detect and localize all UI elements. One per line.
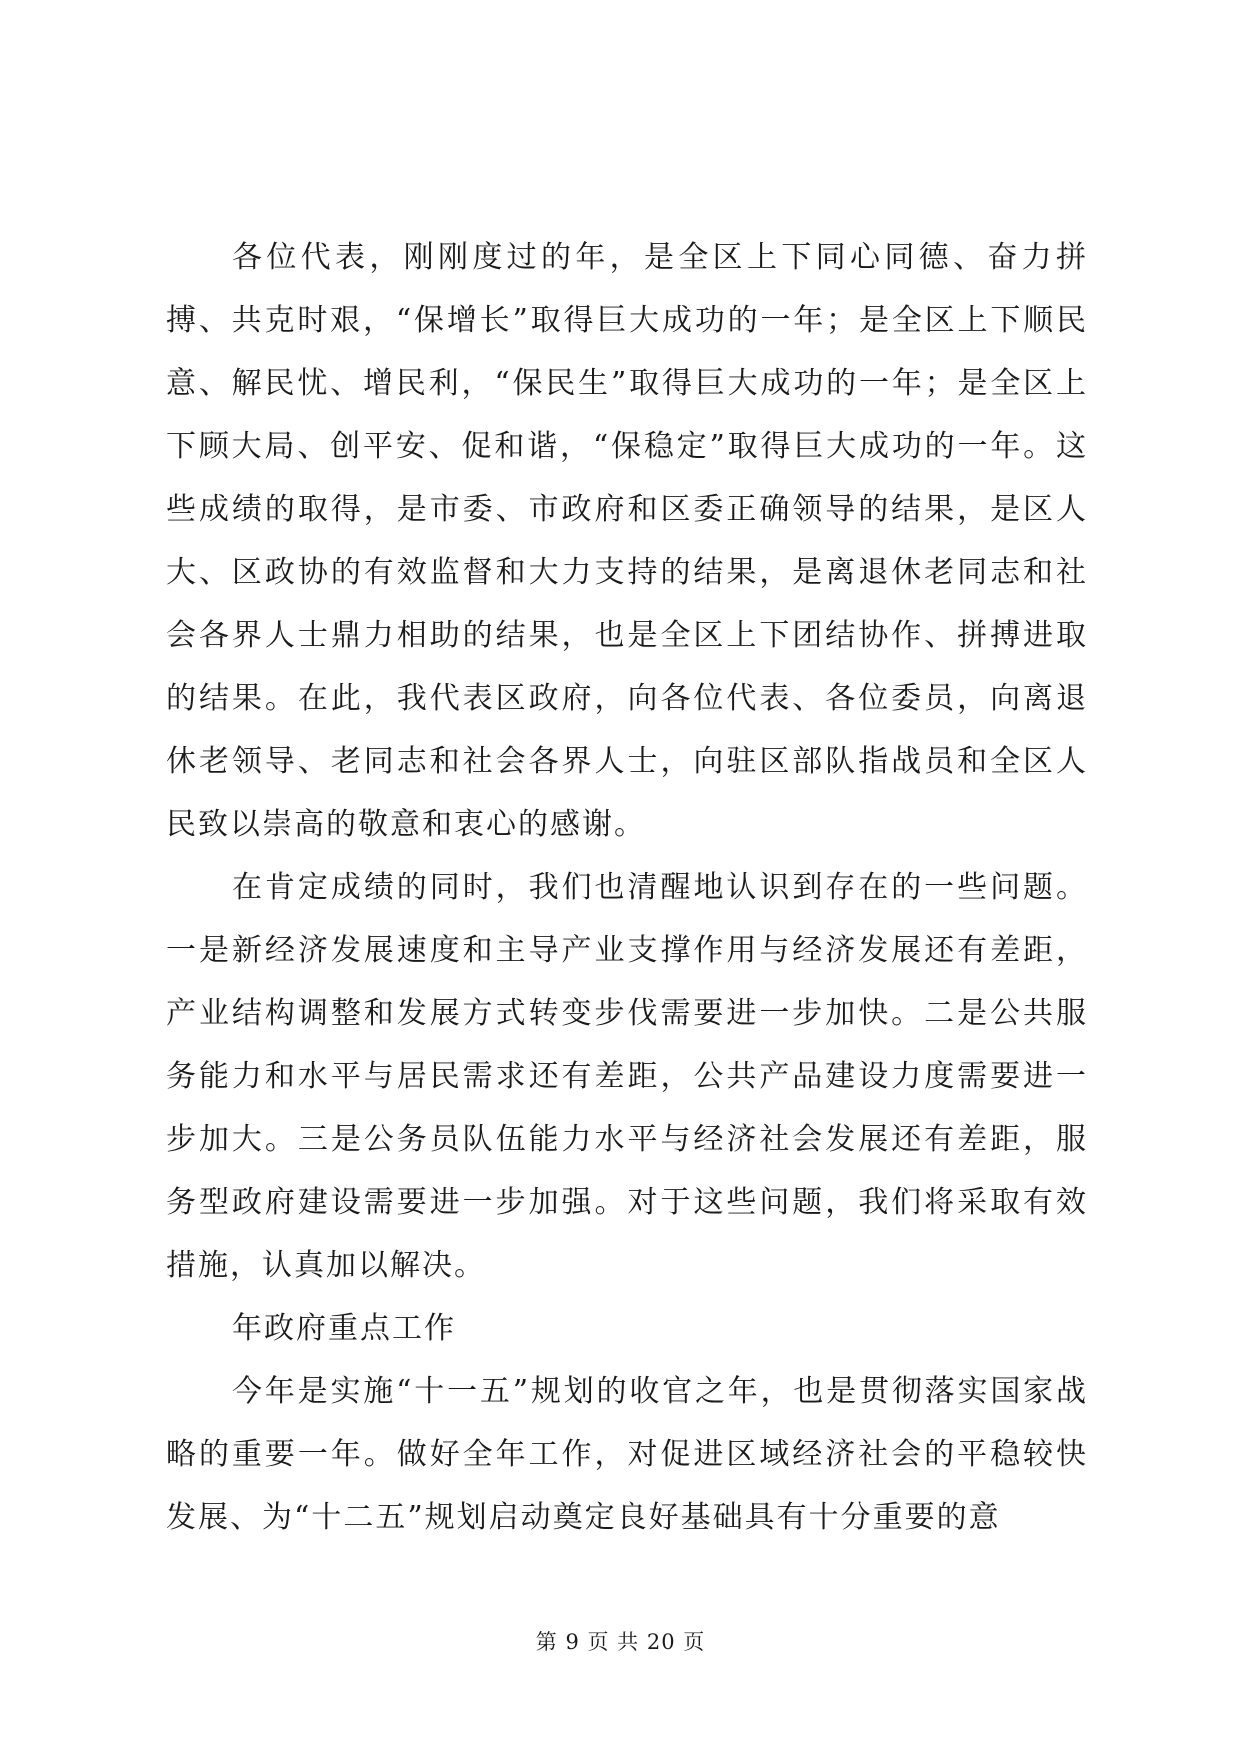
- paragraph-current-year: 今年是实施“十一五”规划的收官之年，也是贯彻落实国家战略的重要一年。做好全年工作，对促进区域经济社会的平稳较快发展、为“十二五”规划启动奠定良好基础具有十分重要的意: [166, 1374, 1088, 1535]
- paragraph-acknowledgement: 各位代表，刚刚度过的年，是全区上下同心同德、奋力拼搏、共克时艰，“保增长”取得巨大成功的一年；是全区上下顺民意、解民忧、增民利，“保民生”取得巨大成功的一年；是全区上下顾大局、创平安、促和谐，“保稳定”取得巨大成功的一年。这些成绩的取得，是市委、市政府和区委正确领导的结果，是区人大、区政协的有效监督和大力支持的结果，是离退休老同志和社会各界人士鼎力相助的结果，也是全区上下团结协作、拼搏进取的结果。在此，我代表区政府，向各位代表、各位委员，向离退休老领导、老同志和社会各界人士，向驻区部队指战员和全区人民致以崇高的敬意和衷心的感谢。: [166, 240, 1088, 842]
- section-heading: 年政府重点工作: [232, 1311, 456, 1346]
- page-number-footer: 第 9 页 共 20 页: [535, 1630, 706, 1654]
- paragraph-problems: 在肯定成绩的同时，我们也清醒地认识到存在的一些问题。一是新经济发展速度和主导产业支撑作用与经济发展还有差距，产业结构调整和发展方式转变步伐需要进一步加快。二是公共服务能力和水平与居民需求还有差距，公共产品建设力度需要进一步加大。三是公务员队伍能力水平与经济社会发展还有差距，服务型政府建设需要进一步加强。对于这些问题，我们将采取有效措施，认真加以解决。: [166, 870, 1088, 1283]
- document-body: [166, 226, 1088, 1549]
